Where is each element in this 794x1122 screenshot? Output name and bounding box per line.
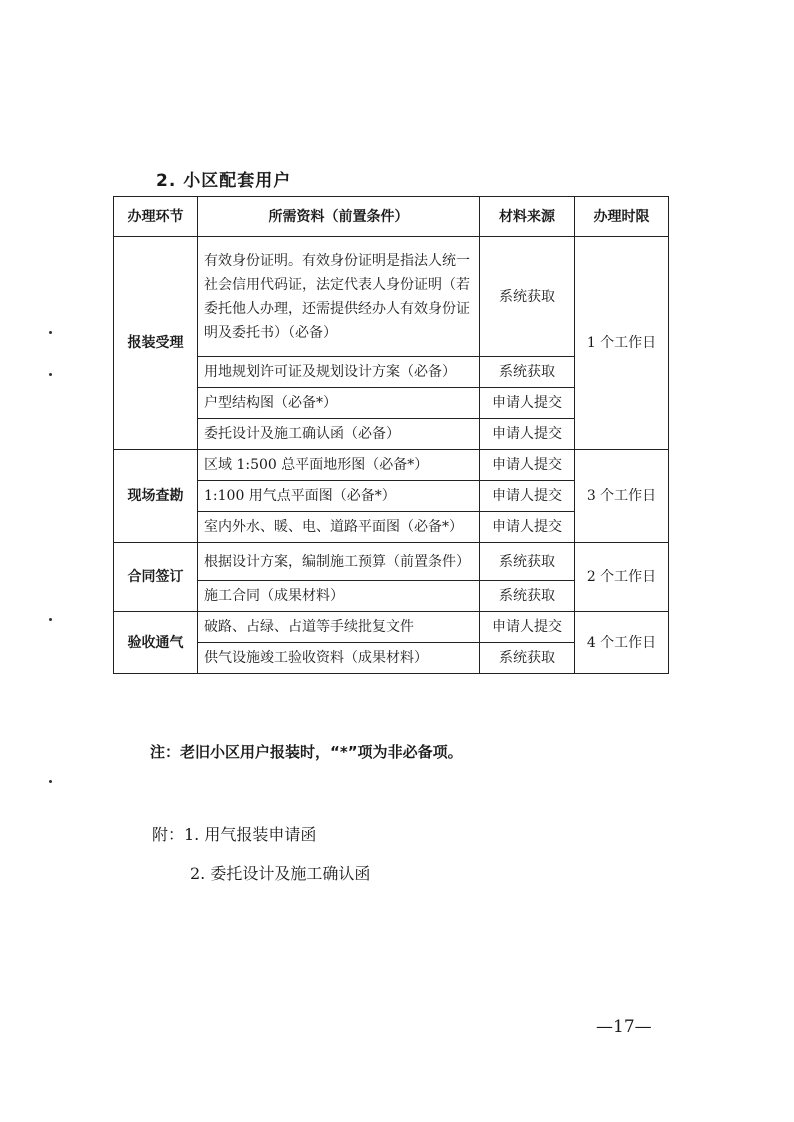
attachment-item-2: 2. 委托设计及施工确认函 <box>190 864 371 883</box>
stage-cell: 验收通气 <box>114 612 198 674</box>
document-cell: 用地规划许可证及规划设计方案（必备） <box>198 357 480 388</box>
document-cell: 供气设施竣工验收资料（成果材料） <box>198 643 480 674</box>
source-cell: 申请人提交 <box>480 388 575 419</box>
table-row <box>114 543 669 581</box>
time-limit-cell: 2 个工作日 <box>575 543 669 612</box>
document-cell: 根据设计方案，编制施工预算（前置条件） <box>198 543 480 581</box>
source-cell: 申请人提交 <box>480 450 575 481</box>
table-note: 注：老旧小区用户报装时，“*”项为非必备项。 <box>150 743 463 761</box>
table-row <box>114 450 669 481</box>
header-time-limit: 办理时限 <box>575 197 669 237</box>
table-row <box>114 612 669 643</box>
header-source: 材料来源 <box>480 197 575 237</box>
source-cell: 系统获取 <box>480 581 575 612</box>
document-cell: 区域 1:500 总平面地形图（必备*） <box>198 450 480 481</box>
page-number: —17— <box>596 1017 652 1037</box>
document-cell: 1:100 用气点平面图（必备*） <box>198 481 480 512</box>
header-stage: 办理环节 <box>114 197 198 237</box>
source-cell: 申请人提交 <box>480 512 575 543</box>
source-cell: 系统获取 <box>480 543 575 581</box>
attachment-item-1: 附：1. 用气报装申请函 <box>152 825 317 844</box>
document-cell: 有效身份证明。有效身份证明是指法人统一社会信用代码证，法定代表人身份证明（若委托他人办理，还需提供经办人有效身份证明及委托书）（必备） <box>198 237 480 357</box>
section-heading: 2. 小区配套用户 <box>156 171 292 191</box>
source-cell: 系统获取 <box>480 237 575 357</box>
document-cell: 户型结构图（必备*） <box>198 388 480 419</box>
document-cell: 室内外水、暖、电、道路平面图（必备*） <box>198 512 480 543</box>
stage-cell: 现场查勘 <box>114 450 198 543</box>
source-cell: 申请人提交 <box>480 481 575 512</box>
source-cell: 申请人提交 <box>480 419 575 450</box>
header-documents: 所需资料（前置条件） <box>198 197 480 237</box>
margin-mark <box>49 780 52 783</box>
margin-mark <box>49 618 52 621</box>
stage-cell: 合同签订 <box>114 543 198 612</box>
document-cell: 破路、占绿、占道等手续批复文件 <box>198 612 480 643</box>
source-cell: 系统获取 <box>480 643 575 674</box>
document-cell: 施工合同（成果材料） <box>198 581 480 612</box>
margin-mark <box>49 331 52 334</box>
table-header-row <box>114 197 669 237</box>
margin-mark <box>49 373 52 376</box>
time-limit-cell: 4 个工作日 <box>575 612 669 674</box>
stage-cell: 报装受理 <box>114 237 198 450</box>
procedure-table <box>113 196 669 674</box>
time-limit-cell: 3 个工作日 <box>575 450 669 543</box>
time-limit-cell: 1 个工作日 <box>575 237 669 450</box>
document-cell: 委托设计及施工确认函（必备） <box>198 419 480 450</box>
source-cell: 系统获取 <box>480 357 575 388</box>
table-row <box>114 237 669 357</box>
source-cell: 申请人提交 <box>480 612 575 643</box>
